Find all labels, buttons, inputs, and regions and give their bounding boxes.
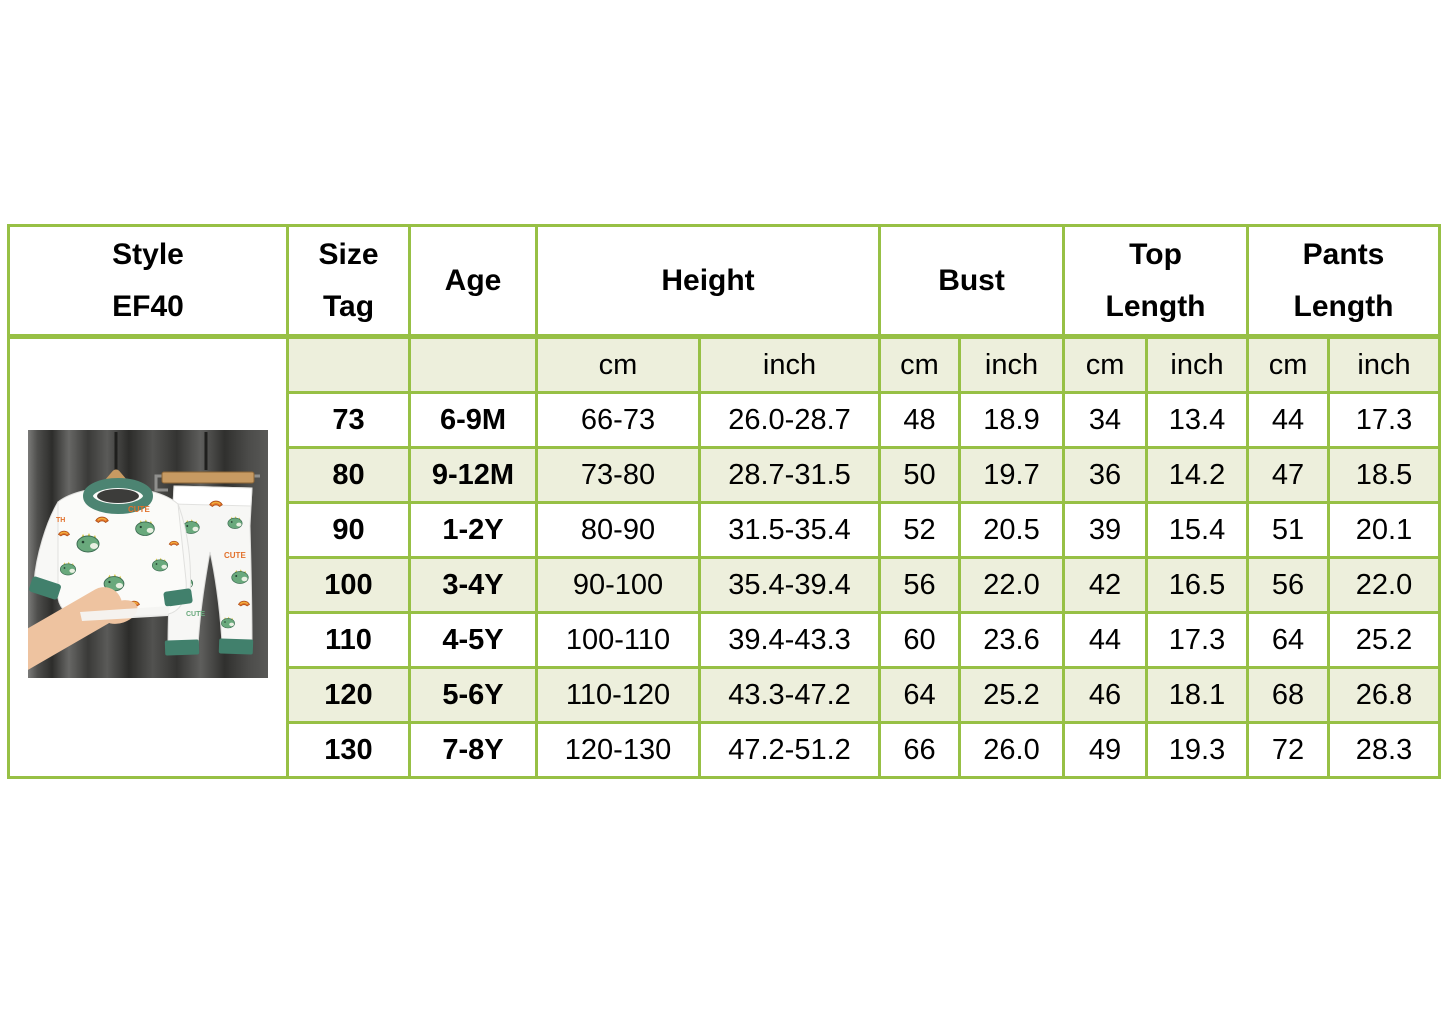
style-code: EF40 [112,289,184,323]
unit-bust-inch: inch [960,337,1064,393]
cell-height-cm: 80-90 [537,503,700,558]
cell-height-cm: 110-120 [537,668,700,723]
cell-bust-inch: 22.0 [960,558,1064,613]
svg-text:CUTE: CUTE [128,504,150,514]
cell-top-inch: 13.4 [1147,393,1248,448]
cell-bust-cm: 60 [880,613,960,668]
cell-height-inch: 47.2-51.2 [700,723,880,778]
cell-size-tag: 100 [288,558,410,613]
units-empty-size-tag [288,337,410,393]
cell-pants-cm: 64 [1248,613,1329,668]
cell-size-tag: 73 [288,393,410,448]
cell-pants-cm: 47 [1248,448,1329,503]
cell-top-cm: 36 [1064,448,1147,503]
cell-size-tag: 90 [288,503,410,558]
cell-age: 1-2Y [410,503,537,558]
cell-height-inch: 39.4-43.3 [700,613,880,668]
col-header-size-tag: Size Tag [288,226,410,337]
cell-top-inch: 19.3 [1147,723,1248,778]
cell-top-inch: 14.2 [1147,448,1248,503]
cell-height-cm: 66-73 [537,393,700,448]
svg-text:CUTE: CUTE [186,610,206,618]
cell-pants-inch: 17.3 [1329,393,1440,448]
cell-top-cm: 46 [1064,668,1147,723]
cell-bust-cm: 66 [880,723,960,778]
cell-bust-inch: 25.2 [960,668,1064,723]
col-header-pants-length: Pants Length [1248,226,1440,337]
unit-bust-cm: cm [880,337,960,393]
unit-pants-inch: inch [1329,337,1440,393]
cell-bust-inch: 20.5 [960,503,1064,558]
cell-pants-cm: 68 [1248,668,1329,723]
cell-bust-cm: 64 [880,668,960,723]
cell-bust-inch: 26.0 [960,723,1064,778]
style-label: Style [112,237,184,271]
cell-size-tag: 130 [288,723,410,778]
cell-size-tag: 110 [288,613,410,668]
col-header-style [9,226,288,337]
cell-pants-inch: 25.2 [1329,613,1440,668]
cell-bust-inch: 23.6 [960,613,1064,668]
product-photo-cell [9,337,288,778]
unit-top-cm: cm [1064,337,1147,393]
cell-top-cm: 39 [1064,503,1147,558]
cell-age: 5-6Y [410,668,537,723]
cell-top-inch: 16.5 [1147,558,1248,613]
cell-age: 9-12M [410,448,537,503]
cell-size-tag: 120 [288,668,410,723]
cell-age: 7-8Y [410,723,537,778]
cell-top-inch: 17.3 [1147,613,1248,668]
cell-pants-cm: 51 [1248,503,1329,558]
cell-bust-inch: 19.7 [960,448,1064,503]
col-header-bust: Bust [880,226,1064,337]
cell-top-cm: 34 [1064,393,1147,448]
unit-height-inch: inch [700,337,880,393]
unit-top-inch: inch [1147,337,1248,393]
col-header-height: Height [537,226,880,337]
cell-bust-cm: 50 [880,448,960,503]
cell-bust-cm: 52 [880,503,960,558]
cell-height-inch: 31.5-35.4 [700,503,880,558]
cell-pants-inch: 20.1 [1329,503,1440,558]
unit-height-cm: cm [537,337,700,393]
cell-size-tag: 80 [288,448,410,503]
cell-top-inch: 18.1 [1147,668,1248,723]
cell-pants-inch: 26.8 [1329,668,1440,723]
cell-height-inch: 28.7-31.5 [700,448,880,503]
product-photo [28,430,268,678]
cell-bust-inch: 18.9 [960,393,1064,448]
cell-pants-inch: 18.5 [1329,448,1440,503]
cell-top-cm: 44 [1064,613,1147,668]
cell-pants-cm: 72 [1248,723,1329,778]
svg-text:TH: TH [56,516,66,524]
cell-age: 4-5Y [410,613,537,668]
cell-pants-inch: 22.0 [1329,558,1440,613]
svg-text:CUTE: CUTE [224,550,246,560]
cell-height-cm: 90-100 [537,558,700,613]
size-chart-table [7,224,1441,779]
cell-top-cm: 42 [1064,558,1147,613]
cell-height-inch: 35.4-39.4 [700,558,880,613]
col-header-top-length: Top Length [1064,226,1248,337]
cell-top-inch: 15.4 [1147,503,1248,558]
cell-pants-cm: 44 [1248,393,1329,448]
cell-bust-cm: 56 [880,558,960,613]
cell-top-cm: 49 [1064,723,1147,778]
cell-height-inch: 43.3-47.2 [700,668,880,723]
cell-height-cm: 100-110 [537,613,700,668]
cell-age: 3-4Y [410,558,537,613]
cell-pants-cm: 56 [1248,558,1329,613]
col-header-age: Age [410,226,537,337]
cell-height-cm: 73-80 [537,448,700,503]
header-row [9,226,1440,337]
unit-pants-cm: cm [1248,337,1329,393]
cell-pants-inch: 28.3 [1329,723,1440,778]
units-empty-age [410,337,537,393]
cell-height-inch: 26.0-28.7 [700,393,880,448]
cell-bust-cm: 48 [880,393,960,448]
cell-height-cm: 120-130 [537,723,700,778]
units-row [9,337,1440,393]
cell-age: 6-9M [410,393,537,448]
